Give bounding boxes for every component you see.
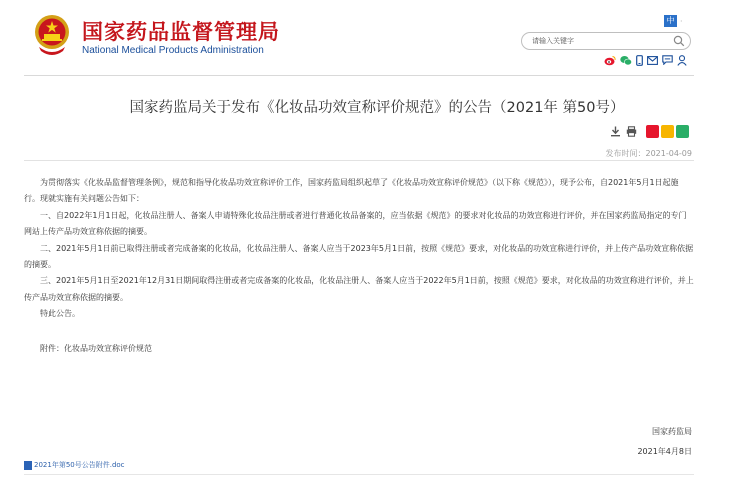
publish-time: 发布时间：2021-04-09: [605, 149, 692, 158]
header-divider: [24, 75, 694, 76]
search-box: [521, 32, 691, 50]
user-icon[interactable]: [677, 55, 687, 66]
share-buttons: [646, 125, 689, 138]
weibo-icon[interactable]: [604, 55, 616, 66]
social-links: [604, 54, 687, 66]
word-document-icon: [24, 461, 32, 470]
language-separator: ·: [680, 17, 683, 26]
article-tools: [610, 126, 637, 137]
mail-icon[interactable]: [647, 56, 658, 65]
paragraph-item-2: 二、2021年5月1日前已取得注册或者完成备案的化妆品，化妆品注册人、备案人应当于2023年5月1日前，按照《规范》要求，对化妆品的功效宣称进行评价，并上传产品功效宣称依据的摘要。: [24, 243, 694, 270]
mobile-icon[interactable]: [636, 55, 643, 66]
share-weibo-icon[interactable]: [646, 125, 659, 138]
article-title: 国家药监局关于发布《化妆品功效宣称评价规范》的公告（2021年 第50号）: [129, 100, 625, 116]
footer-divider: [24, 474, 694, 475]
search-icon[interactable]: [673, 35, 685, 47]
download-icon[interactable]: [610, 126, 621, 137]
paragraph-item-3: 三、2021年5月1日至2021年12月31日期间取得注册或者完成备案的化妆品，化妆品注册人、备案人应当于2022年5月1日前，按照《规范》要求，对化妆品的功效宣称进行评价，并上传产品功效宣称依据的摘要。: [24, 276, 694, 302]
site-title-en: National Medical Products Administration: [82, 45, 264, 56]
message-icon[interactable]: [662, 55, 673, 65]
attachment-link[interactable]: [24, 460, 125, 470]
site-title-cn[interactable]: 国家药品监督管理局: [82, 20, 280, 44]
spacer: [24, 323, 694, 341]
language-switch-button[interactable]: 中: [664, 15, 677, 27]
paragraph-intro: 为贯彻落实《化妆品监督管理条例》，规范和指导化妆品功效宣称评价工作，国家药监局组织起草了《化妆品功效宣称评价规范》（以下称《规范》），现予公布，自2021年5月1日起施行。现就实施有关问题公告如下：: [24, 178, 679, 204]
share-wechat-icon[interactable]: [676, 125, 689, 138]
share-qzone-icon[interactable]: [661, 125, 674, 138]
wechat-icon[interactable]: [620, 55, 632, 66]
article-body: [24, 175, 694, 357]
paragraph-item-1: 一、自2022年1月1日起，化妆品注册人、备案人申请特殊化妆品注册或者进行普通化妆品备案的，应当依据《规范》的要求对化妆品的功效宣称进行评价，并在国家药监局指定的专门网站上传产品功效宣称依据的摘要。: [24, 210, 687, 237]
site-header: [0, 0, 754, 75]
search-input[interactable]: [532, 34, 672, 48]
signature-date: 2021年4月8日: [637, 447, 692, 456]
signature-org: 国家药监局: [652, 427, 692, 436]
content-divider: [24, 160, 694, 161]
print-icon[interactable]: [626, 126, 637, 137]
paragraph-closing: 特此公告。: [40, 309, 80, 319]
national-emblem-icon: [33, 13, 71, 55]
attachment-label: 附件：化妆品功效宣称评价规范: [40, 343, 152, 353]
attachment-filename[interactable]: 2021年第50号公告附件.doc: [34, 461, 125, 469]
